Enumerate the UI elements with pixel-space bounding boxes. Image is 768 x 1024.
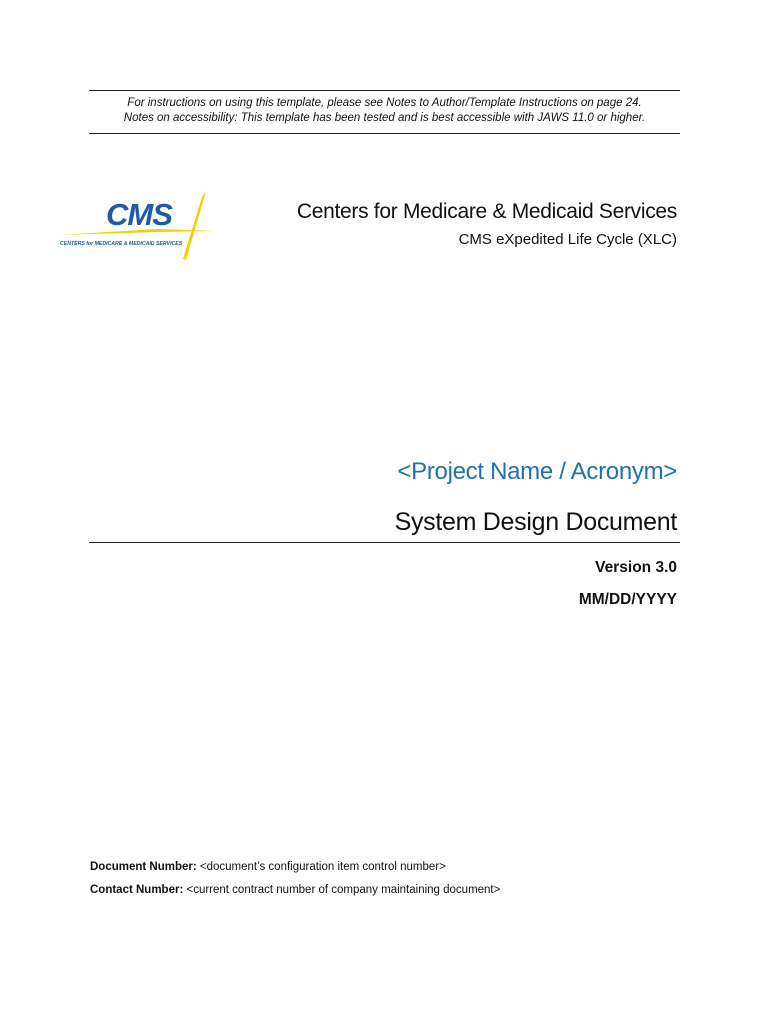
document-title: System Design Document (394, 508, 677, 536)
contact-number-value: <current contract number of company maintaining document> (186, 884, 501, 896)
document-number-label: Document Number: (90, 861, 197, 873)
document-number-line (90, 861, 446, 873)
document-version: Version 3.0 (595, 559, 677, 576)
cms-logo (56, 189, 216, 261)
project-name-placeholder: <Project Name / Acronym> (397, 458, 677, 485)
cms-logo-tagline: CENTERS for MEDICARE & MEDICAID SERVICES (60, 241, 183, 247)
cms-logo-cross-vertical (183, 191, 206, 260)
title-divider (89, 542, 680, 543)
document-number-value: <document’s configuration item control number> (199, 861, 446, 873)
cms-logo-wordmark: CMS (106, 197, 172, 232)
contact-number-label: Contact Number: (90, 884, 184, 896)
instructions-line-1: For instructions on using this template, please see Notes to Author/Template Instructions on page 24. (127, 97, 642, 109)
template-instructions-box (89, 90, 680, 134)
organization-subtitle: CMS eXpedited Life Cycle (XLC) (458, 231, 677, 248)
contact-number-line (90, 884, 500, 896)
document-date: MM/DD/YYYY (578, 591, 677, 608)
organization-name: Centers for Medicare & Medicaid Services (296, 200, 677, 223)
instructions-line-2: Notes on accessibility: This template has been tested and is best accessible with JAWS 11.0 or higher. (123, 112, 646, 124)
